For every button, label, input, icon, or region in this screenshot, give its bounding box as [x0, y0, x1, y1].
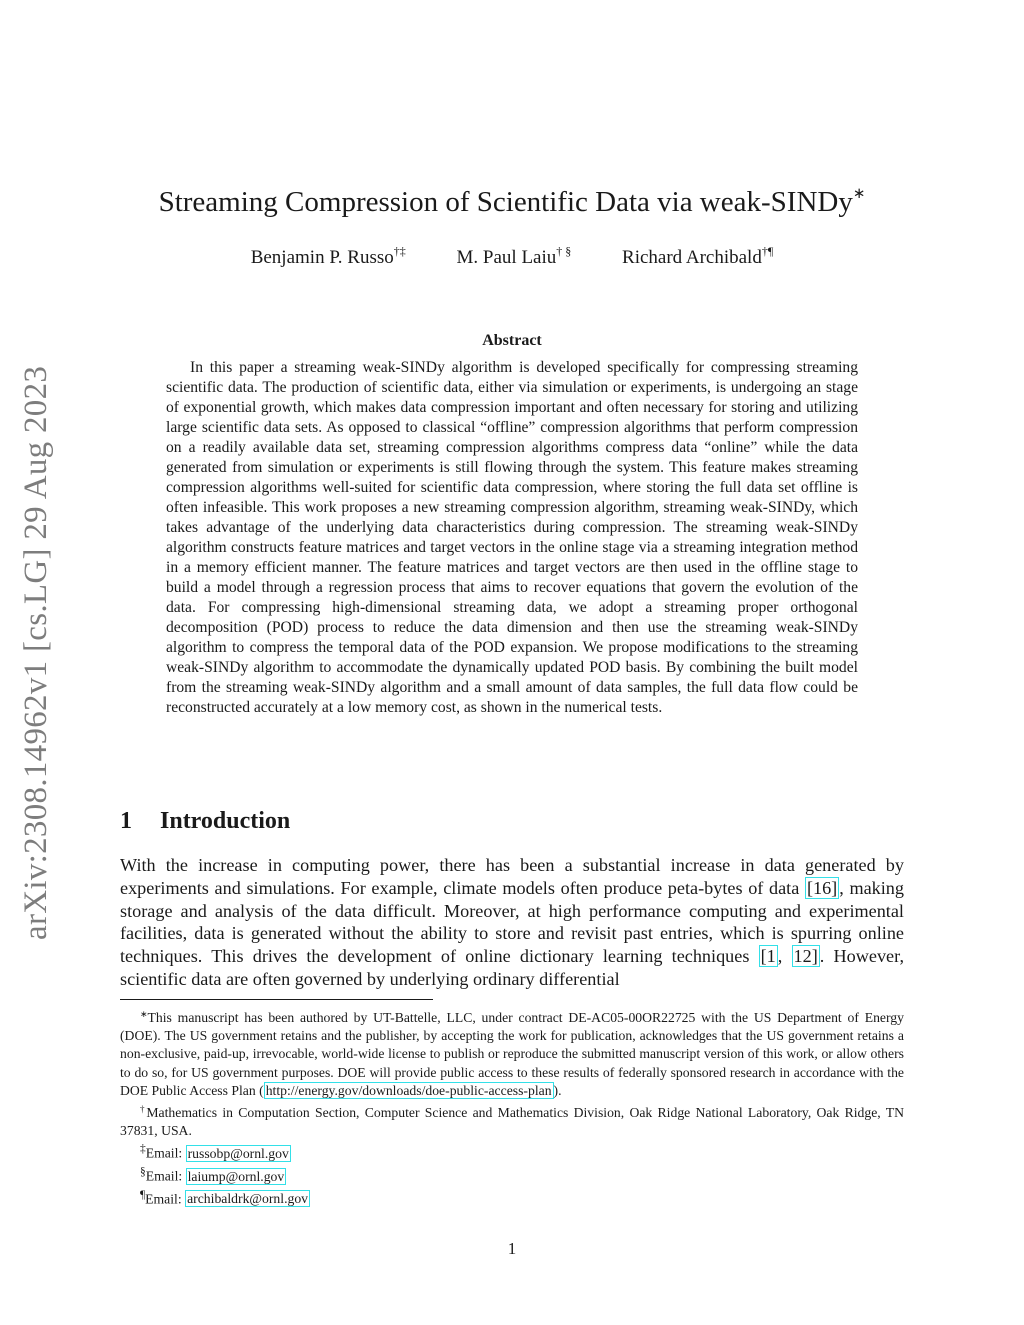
abstract-body: In this paper a streaming weak-SINDy algorithm is developed specifically for compressing streaming scientific data. The production of scientific data, either via simulation or experiments, is undergoing an stage of exponential growth, which makes data compression important and often necessary for storing and utilizing large scientific data sets. As opposed to classical “offline” compression algorithms that perform compression on a readily available data set, streaming compression algorithms compress data “online” while the data generated from simulation or experiments is still flowing through the system. This feature makes streaming compression algorithms well-suited for scientific data compression, where storing the full data set offline is often infeasible. This work proposes a new streaming compression algorithm, streaming weak-SINDy, which takes advantage of the underlying data characteristics during compression. The streaming weak-SINDy algorithm constructs feature matrices and target vectors in the online stage via a streaming integration method in a memory efficient manner. The feature matrices and target vectors are then used in the offline stage to build a model through a regression process that aims to recover equations that govern the evolution of the data. For compressing high-dimensional streaming data, we adopt a streaming proper orthogonal decomposition (POD) process to reduce the data dimension and then use the streaming weak-SINDy algorithm to compress the temporal data of the POD expansion. We propose modifications to the streaming weak-SINDy algorithm to accommodate the dynamically updated POD basis. By combining the built model from the streaming weak-SINDy algorithm and a small amount of data samples, the full data flow could be reconstructed accurately at a low memory cost, as shown in the numerical tests.: [166, 359, 858, 716]
author-list: [0, 244, 1024, 269]
email-archibald-mark: ¶: [140, 1188, 146, 1201]
intro-text-2: , making storage and analysis of the data difficult. Moreover, at high performance computing and experimental facilities, data is generated without the ability to store and revisit past entries, which is spurring online techniques. This drives the development of online dictionary learning techniques: [120, 877, 904, 967]
footnote-doe: [120, 1005, 904, 1100]
title-footnote-mark: ∗: [852, 186, 866, 202]
introduction-paragraph: [120, 854, 904, 991]
footnote-doe-end: ).: [553, 1082, 562, 1098]
email-link-laiu[interactable]: laiump@ornl.gov: [187, 1168, 285, 1184]
doe-access-plan-link[interactable]: http://energy.gov/downloads/doe-public-access-plan: [265, 1082, 552, 1098]
abstract-heading: Abstract: [482, 332, 542, 349]
footnote-doe-mark: ∗: [140, 1009, 148, 1019]
intro-text-1: With the increase in computing power, there has been a substantial increase in data generated by experiments and simulations. For example, climate models often produce peta-bytes of data: [120, 855, 904, 898]
footnote-doe-text: This manuscript has been authored by UT-Battelle, LLC, under contract DE-AC05-00OR22725 with the US Department of Energy (DOE). The US government retains and the publisher, by accepting the work for publication, acknowledges that the US government retains a non-exclusive, paid-up, irrevocable, world-wide license to publish or reproduce the submitted manuscript version of this work, or allow others to do so, for US government purposes. DOE will provide public access to these results of federally sponsored research in accordance with the DOE Public Access Plan (: [120, 1010, 904, 1098]
author-2-name: M. Paul Laiu: [456, 247, 557, 268]
author-2-marks: † §: [556, 244, 572, 258]
footnote-divider: [120, 999, 433, 1000]
arxiv-identifier-stamp: arXiv:2308.14962v1 [cs.LG] 29 Aug 2023: [18, 365, 54, 940]
author-2: [457, 244, 572, 269]
footnote-email-russo: [120, 1140, 904, 1163]
email-link-russo[interactable]: russobp@ornl.gov: [187, 1145, 289, 1161]
author-1: [251, 244, 406, 269]
footnote-affiliation-text: Mathematics in Computation Section, Computer Science and Mathematics Division, Oak Ridge National Laboratory, Oak Ridge, TN 37831, USA.: [120, 1105, 904, 1139]
email-laiu-mark: §: [140, 1165, 146, 1178]
paper-title: [0, 184, 1024, 219]
citation-link-12[interactable]: 12]: [793, 946, 818, 967]
footnote-affiliation-mark: †: [140, 1104, 147, 1115]
footnote-affiliation: [120, 1100, 904, 1140]
section-number: 1: [120, 808, 132, 834]
email-link-archibald[interactable]: archibaldrk@ornl.gov: [187, 1191, 309, 1207]
author-3-name: Richard Archibald: [622, 247, 762, 268]
email-russo-label: Email:: [145, 1145, 186, 1161]
author-3-marks: †¶: [761, 244, 774, 258]
author-1-marks: †‡: [393, 244, 406, 258]
footnote-email-laiu: [120, 1163, 904, 1186]
author-1-name: Benjamin P. Russo: [250, 247, 394, 268]
email-archibald-label: Email:: [145, 1191, 186, 1207]
section-title: Introduction: [160, 808, 291, 834]
citation-separator: ,: [777, 946, 783, 967]
section-heading-introduction: [120, 808, 290, 835]
email-laiu-label: Email:: [145, 1168, 186, 1184]
intro-text-3: . However, scientific data are often governed by underlying ordinary differential: [120, 946, 905, 989]
citation-link-16[interactable]: [16]: [806, 877, 838, 898]
email-russo-mark: ‡: [140, 1143, 146, 1156]
footnote-email-archibald: [120, 1186, 904, 1209]
author-3: [622, 244, 773, 269]
footnotes: [120, 1005, 904, 1208]
paper-title-text: Streaming Compression of Scientific Data via weak-SINDy: [158, 186, 853, 218]
citation-link-1[interactable]: [1: [760, 946, 776, 967]
page-number: 1: [507, 1239, 517, 1258]
